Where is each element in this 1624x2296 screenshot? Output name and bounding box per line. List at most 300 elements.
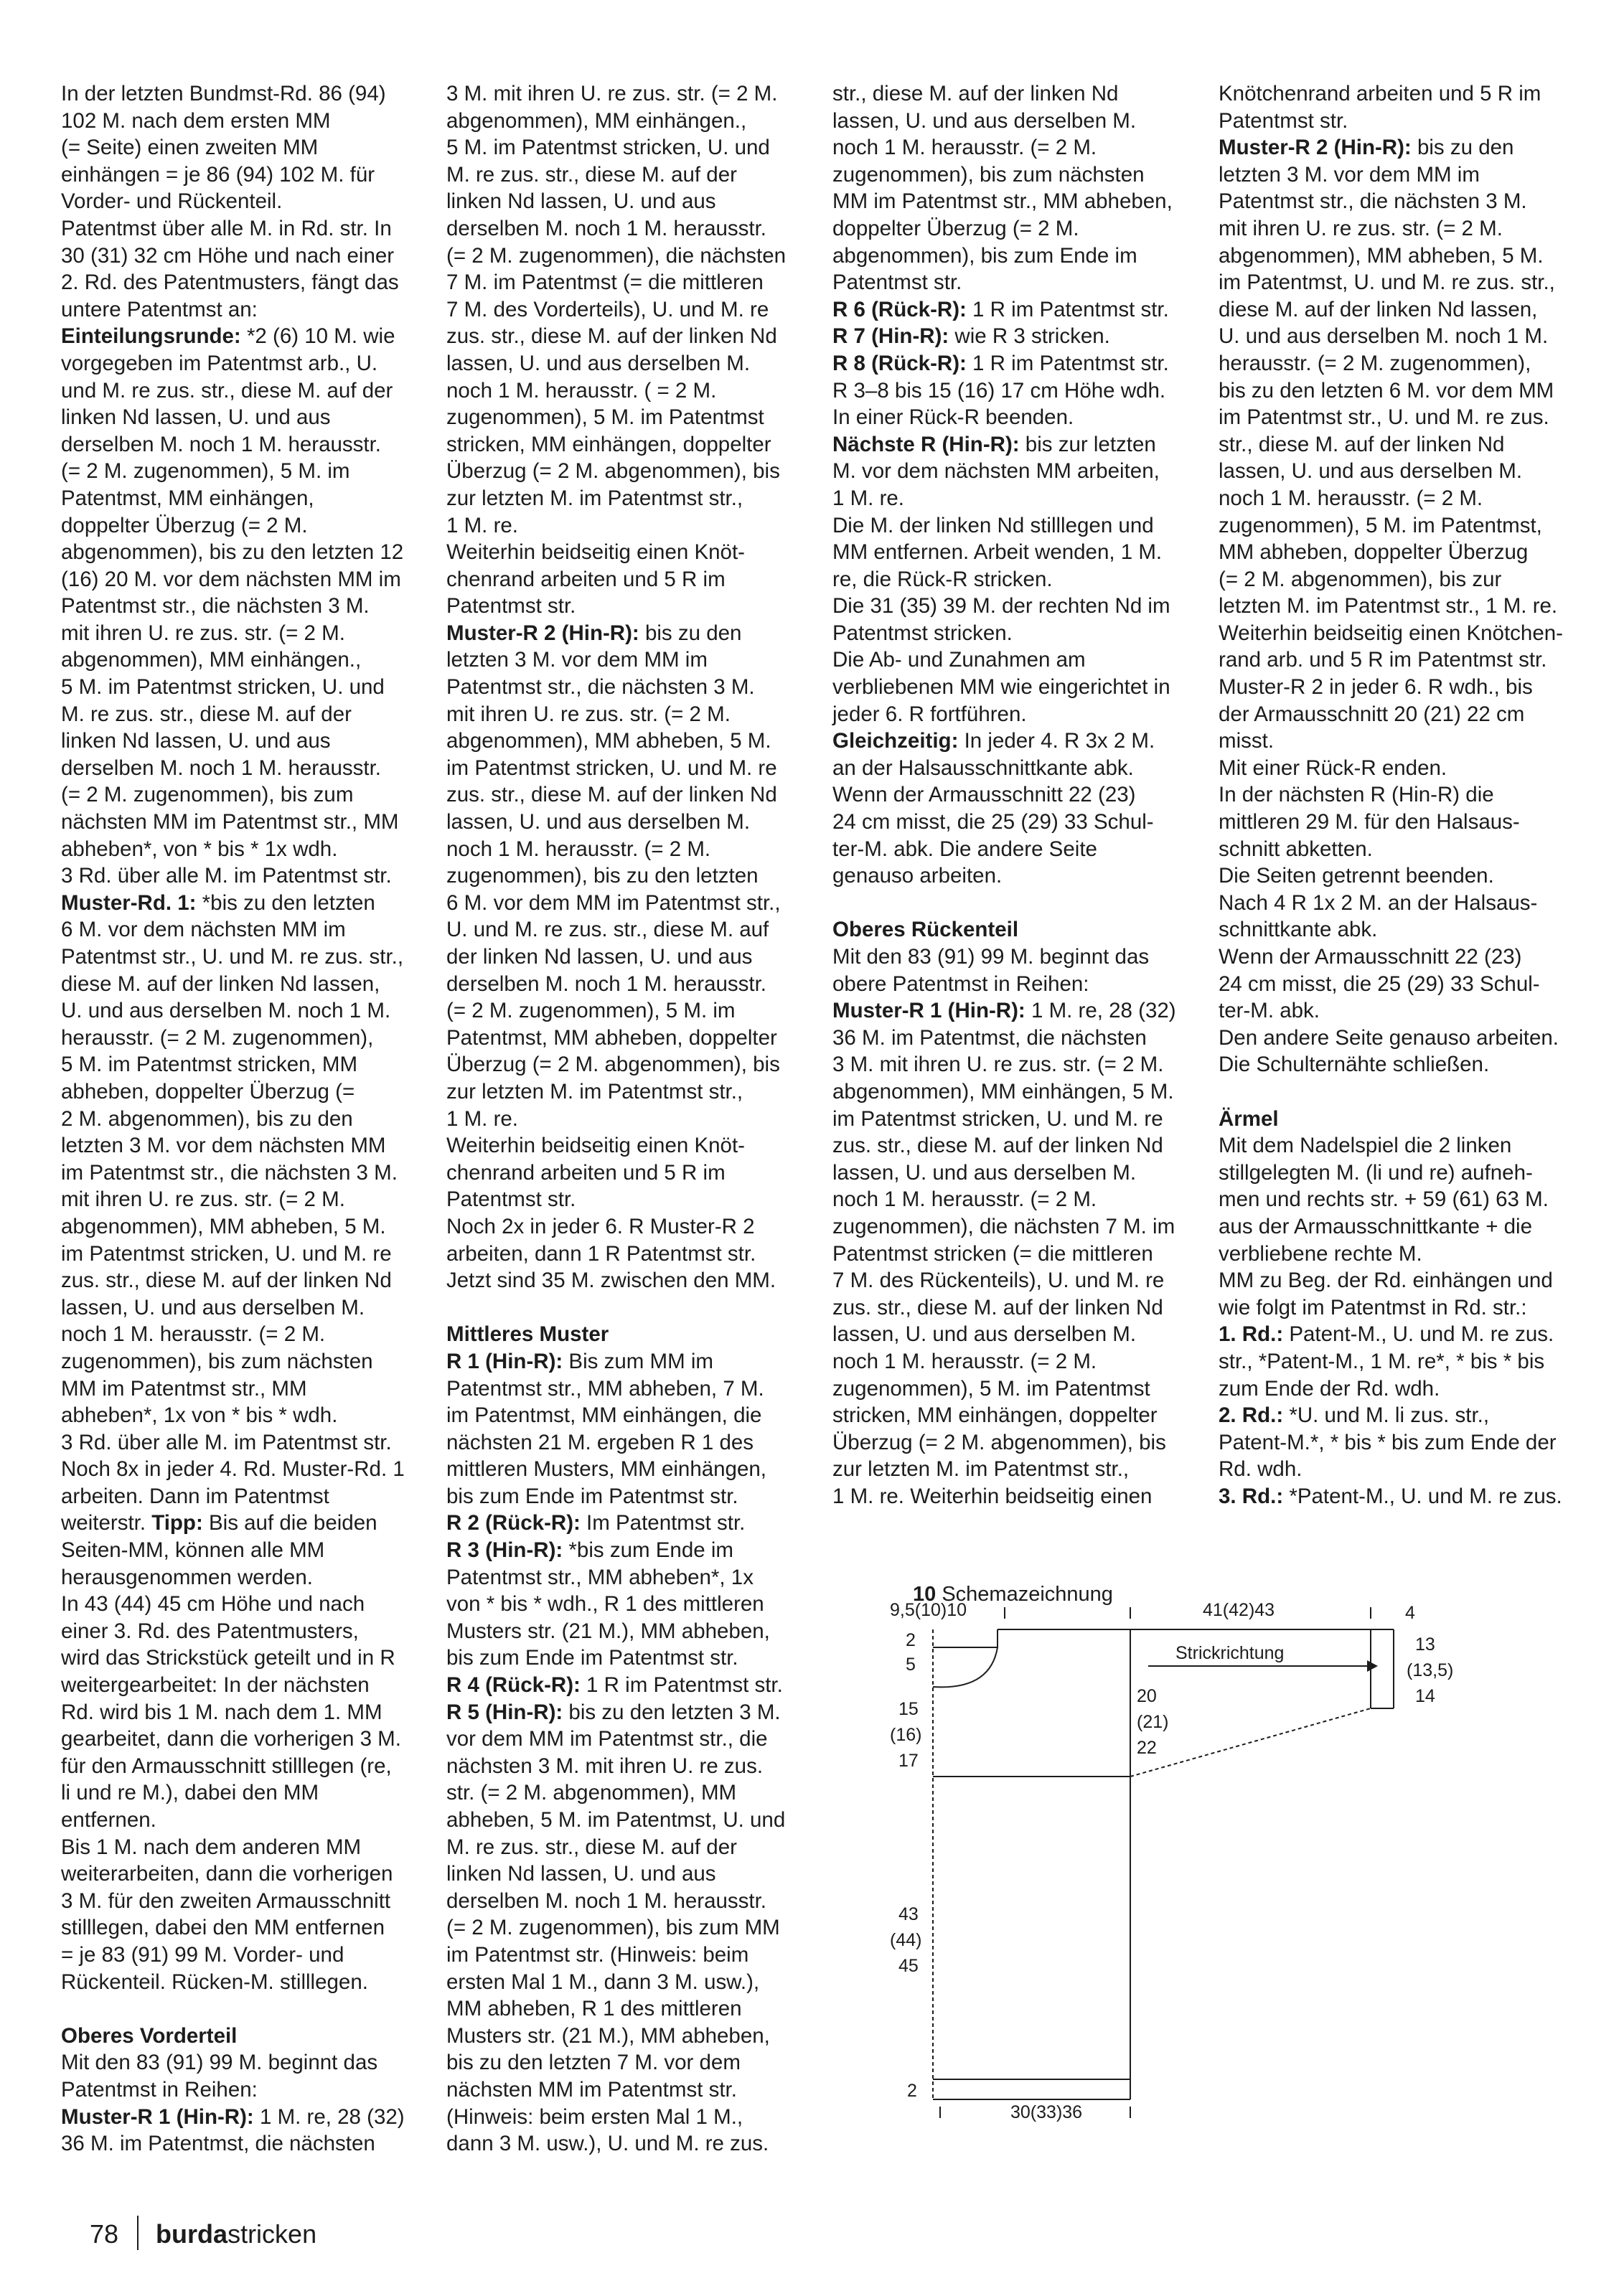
text-run: 2 M. abgenommen), bis zu den: [61, 1106, 353, 1131]
text-run: Patentmst str., die nächsten 3 M.: [61, 594, 370, 618]
bold-label: 2. Rd.:: [1219, 1403, 1284, 1428]
text-run: untere Patentmst an:: [61, 297, 258, 321]
text-run: zugenommen), 5 M. im Patentmst,: [1219, 513, 1542, 537]
text-line: [832, 674, 1191, 701]
text-run: stilllegen, dabei den MM entfernen: [61, 1916, 385, 1940]
text-run: zugenommen), bis zu den letzten: [446, 864, 759, 888]
text-run: *Patent-M., U. und M. re zus.: [1283, 1484, 1562, 1508]
text-line: [1219, 1348, 1577, 1375]
text-run: noch 1 M. herausstr. (= 2 M.: [61, 1322, 326, 1347]
text-run: In jeder 4. R 3x 2 M.: [958, 729, 1155, 753]
text-line: [832, 1348, 1191, 1375]
text-run: = je 83 (91) 99 M. Vorder- und: [61, 1942, 344, 1967]
text-line: [1219, 1321, 1577, 1348]
text-run: In der nächsten R (Hin-R) die: [1219, 783, 1494, 807]
text-line: [446, 2049, 805, 2076]
text-run: derselben M. noch 1 M. herausstr.: [446, 971, 767, 996]
text-run: Den andere Seite genauso arbeiten.: [1219, 1025, 1559, 1050]
text-run: herausgenommen werden.: [61, 1565, 313, 1589]
text-column-3: [832, 80, 1191, 1510]
text-run: (16) 20 M. vor dem nächsten MM im: [61, 567, 401, 591]
text-run: Die Ab- und Zunahmen am: [832, 648, 1086, 672]
text-line: [446, 1942, 805, 1969]
text-run: im Patentmst stricken, U. und M. re: [61, 1241, 392, 1266]
text-run: Mit einer Rück-R enden.: [1219, 756, 1447, 780]
text-run: In der letzten Bundmst-Rd. 86 (94): [61, 82, 386, 105]
text-run: Vorder- und Rückenteil.: [61, 189, 283, 214]
text-line: [832, 1429, 1191, 1457]
text-run: 1 R im Patentmst str.: [966, 297, 1169, 321]
text-line: [61, 1294, 420, 1322]
text-run: (= 2 M. zugenommen), 5 M. im: [61, 459, 350, 484]
text-line: [61, 1267, 420, 1294]
text-run: arbeiten. Dann im Patentmst: [61, 1484, 329, 1508]
text-line: [446, 862, 805, 890]
text-line: [61, 1537, 420, 1564]
bold-label: R 3 (Hin-R):: [446, 1538, 563, 1563]
text-line: [61, 1564, 420, 1591]
text-line: [61, 161, 420, 189]
text-run: Mit dem Nadelspiel die 2 linken: [1219, 1134, 1512, 1158]
text-run: (= Seite) einen zweiten MM: [61, 136, 319, 160]
text-run: schnitt abketten.: [1219, 837, 1373, 861]
text-line: [832, 108, 1191, 135]
text-line: [446, 1645, 805, 1672]
text-line: [446, 1672, 805, 1699]
bold-label: Muster-R 1 (Hin-R):: [832, 999, 1025, 1023]
text-line: [832, 161, 1191, 189]
text-run: *U. und M. li zus. str.,: [1283, 1403, 1490, 1428]
text-run: bis zum Ende im Patentmst str.: [446, 1646, 738, 1670]
text-line: [832, 1159, 1191, 1187]
text-run: bis zu den: [639, 621, 742, 645]
text-line: [61, 1106, 420, 1133]
label-direction: Strickrichtung: [1175, 1643, 1285, 1663]
footer-divider: [137, 2216, 139, 2250]
text-line: [1219, 458, 1577, 485]
text-run: gearbeitet, dann die vorherigen 3 M.: [61, 1727, 401, 1751]
text-line: [1219, 243, 1577, 270]
text-run: mit ihren U. re zus. str. (= 2 M.: [446, 702, 731, 726]
text-run: genauso arbeiten.: [832, 864, 1003, 888]
text-line: [446, 1753, 805, 1780]
text-run: lassen, U. und aus derselben M.: [446, 810, 751, 834]
text-line: [446, 215, 805, 243]
text-run: abgenommen), MM einhängen, 5 M.: [832, 1079, 1174, 1104]
text-line: [61, 458, 420, 485]
text-run: In einer Rück-R beenden.: [832, 405, 1074, 430]
text-line: [446, 108, 805, 135]
text-line: [61, 1159, 420, 1187]
text-run: MM im Patentmst str., MM abheben,: [832, 189, 1173, 214]
text-line: [832, 836, 1191, 863]
text-line: [61, 1645, 420, 1672]
text-run: 30 (31) 32 cm Höhe und nach einer: [61, 243, 395, 268]
text-run: weitergearbeitet: In der nächsten: [61, 1673, 370, 1698]
text-run: im Patentmst str. (Hinweis: beim: [446, 1942, 749, 1967]
text-run: Bis auf die beiden: [202, 1511, 377, 1535]
text-run: noch 1 M. herausstr. (= 2 M.: [446, 837, 711, 861]
text-line: [446, 646, 805, 674]
text-run: 7 M. des Vorderteils), U. und M. re: [446, 297, 769, 321]
label-cuff-2: (13,5): [1407, 1660, 1454, 1680]
text-line: [832, 944, 1191, 971]
label-sleeve-tip: 4: [1405, 1603, 1415, 1623]
text-line: [446, 1537, 805, 1564]
text-line: [1219, 108, 1577, 135]
text-line: [446, 1995, 805, 2023]
text-line: [1219, 728, 1577, 755]
text-run: 102 M. nach dem ersten MM: [61, 108, 331, 133]
text-line: [446, 485, 805, 512]
schematic-labels: [890, 1600, 1453, 2122]
text-line: [446, 997, 805, 1025]
text-run: zur letzten M. im Patentmst str.,: [832, 1457, 1130, 1482]
text-run: 1 R im Patentmst str.: [580, 1673, 783, 1698]
text-run: Wenn der Armausschnitt 22 (23): [832, 783, 1136, 807]
text-run: wie folgt im Patentmst in Rd. str.:: [1219, 1295, 1527, 1319]
text-line: [1219, 134, 1577, 161]
text-line: [61, 1969, 420, 1996]
bold-label: Muster-R 1 (Hin-R):: [61, 2104, 254, 2129]
text-line: [1219, 755, 1577, 782]
text-line: [446, 458, 805, 485]
label-neck-depth-2: 5: [906, 1655, 916, 1675]
text-run: bis zur letzten: [1019, 432, 1156, 456]
text-line: [1219, 674, 1577, 701]
text-run: stricken, MM einhängen, doppelter: [832, 1403, 1158, 1428]
text-line: [446, 188, 805, 215]
text-run: mit ihren U. re zus. str. (= 2 M.: [61, 621, 345, 645]
text-line: [446, 134, 805, 161]
text-run: str. (= 2 M. abgenommen), MM: [446, 1781, 737, 1805]
text-line: [446, 836, 805, 863]
text-line: [1219, 890, 1577, 917]
text-run: MM abheben, doppelter Überzug: [1219, 540, 1529, 565]
text-run: noch 1 M. herausstr. (= 2 M.: [832, 1187, 1097, 1212]
text-line: [61, 890, 420, 917]
text-line: [832, 1321, 1191, 1348]
text-line: [61, 1456, 420, 1483]
text-line: [832, 243, 1191, 270]
text-run: vorgegeben im Patentmst arb., U.: [61, 351, 378, 375]
text-line: [1219, 593, 1577, 620]
schematic-number: 10: [913, 1583, 937, 1606]
text-line: [1219, 809, 1577, 836]
text-run: Rückenteil. Rücken-M. stilllegen.: [61, 1970, 368, 1994]
label-armhole-2: (21): [1137, 1712, 1169, 1732]
text-line: [832, 701, 1191, 728]
text-line: [1219, 971, 1577, 998]
text-run: der Armausschnitt 20 (21) 22 cm: [1219, 702, 1525, 726]
text-line: [446, 674, 805, 701]
text-line: [446, 1969, 805, 1996]
text-line: [61, 1132, 420, 1159]
text-line: [446, 161, 805, 189]
text-line: [832, 809, 1191, 836]
text-run: MM im Patentmst str., MM: [61, 1376, 307, 1401]
text-line: [1219, 539, 1577, 566]
text-line: [832, 728, 1191, 755]
bold-label: R 1 (Hin-R):: [446, 1349, 563, 1373]
bold-label: R 6 (Rück-R):: [832, 297, 967, 321]
text-run: *2 (6) 10 M. wie: [240, 324, 395, 349]
text-run: abheben*, von * bis * 1x wdh.: [61, 837, 338, 861]
text-run: str., diese M. auf der linken Nd: [1219, 432, 1505, 456]
text-line: [446, 1402, 805, 1429]
text-line: [832, 1106, 1191, 1133]
text-line: [1219, 1241, 1577, 1268]
text-line: [1219, 1375, 1577, 1403]
text-run: Rd. wird bis 1 M. nach dem 1. MM: [61, 1700, 382, 1724]
text-run: zugenommen), bis zum nächsten: [61, 1349, 373, 1373]
text-line: [832, 1483, 1191, 1510]
text-run: 6 M. vor dem MM im Patentmst str.,: [446, 890, 781, 915]
text-run: lassen, U. und aus derselben M.: [446, 351, 751, 375]
text-line: [446, 296, 805, 324]
text-run: 3 Rd. über alle M. im Patentmst str.: [61, 1430, 392, 1454]
paragraph-gap: [446, 1294, 805, 1322]
text-line: [446, 701, 805, 728]
text-run: im Patentmst stricken, U. und M. re: [446, 756, 777, 780]
text-line: [832, 1402, 1191, 1429]
text-line: [832, 269, 1191, 296]
text-line: [446, 1591, 805, 1618]
text-run: rand arb. und 5 R im Patentmst str.: [1219, 648, 1547, 672]
text-line: [446, 728, 805, 755]
text-line: [1219, 1186, 1577, 1213]
text-run: 6 M. vor dem nächsten MM im: [61, 918, 346, 942]
text-line: [446, 323, 805, 350]
text-line: [832, 512, 1191, 540]
text-run: Patentmst str., die nächsten 3 M.: [1219, 189, 1527, 214]
label-neck-depth-1: 2: [906, 1630, 916, 1650]
text-line: [446, 269, 805, 296]
text-line: [61, 323, 420, 350]
text-run: obere Patentmst in Reihen:: [832, 971, 1089, 996]
label-lower-height-2: (44): [890, 1930, 922, 1950]
label-half-width: 30(33)36: [1010, 2102, 1083, 2122]
text-line: [61, 1483, 420, 1510]
text-run: (= 2 M. zugenommen), 5 M. im: [446, 999, 736, 1023]
text-line: [1219, 431, 1577, 458]
text-run: nächsten 3 M. mit ihren U. re zus.: [446, 1754, 764, 1778]
text-line: [446, 1375, 805, 1403]
text-line: [61, 134, 420, 161]
text-line: [1219, 916, 1577, 944]
text-line: [61, 539, 420, 566]
label-armhole-1: 20: [1137, 1686, 1157, 1706]
text-run: diese M. auf der linken Nd lassen,: [61, 971, 380, 996]
text-run: 7 M. im Patentmst (= die mittleren: [446, 270, 764, 295]
text-line: [1219, 404, 1577, 431]
text-column-4: [1219, 80, 1577, 1510]
text-line: [832, 1267, 1191, 1294]
text-run: einhängen = je 86 (94) 102 M. für: [61, 162, 375, 187]
text-run: abgenommen), MM abheben, 5 M.: [61, 1214, 386, 1238]
text-line: [446, 944, 805, 971]
text-line: [446, 404, 805, 431]
text-line: [446, 971, 805, 998]
text-run: U. und aus derselben M. noch 1 M.: [61, 999, 391, 1023]
text-run: Jetzt sind 35 M. zwischen den MM.: [446, 1269, 776, 1293]
section-heading: Oberes Rückenteil: [832, 918, 1019, 942]
text-line: [446, 1025, 805, 1052]
text-line: [61, 1888, 420, 1915]
bold-label: R 2 (Rück-R):: [446, 1511, 581, 1535]
label-cuff-1: 13: [1415, 1634, 1435, 1655]
text-run: abgenommen), bis zum Ende im: [832, 243, 1137, 268]
text-run: bis zu den: [1411, 136, 1514, 160]
text-line: [61, 674, 420, 701]
text-run: mit ihren U. re zus. str. (= 2 M.: [1219, 216, 1503, 240]
text-run: Patentmst str., MM abheben, 7 M.: [446, 1376, 764, 1401]
text-line: [61, 1186, 420, 1213]
text-line: [832, 755, 1191, 782]
text-run: im Patentmst str., U. und M. re zus.: [1219, 405, 1549, 430]
text-run: str., diese M. auf der linken Nd: [832, 82, 1119, 105]
text-line: [832, 1132, 1191, 1159]
schematic-caption-text: Schemazeichnung: [942, 1583, 1113, 1606]
text-run: an der Halsausschnittkante abk.: [832, 756, 1134, 780]
label-upper-height-3: 17: [898, 1751, 919, 1771]
text-line: [1219, 566, 1577, 593]
label-rib-height: 2: [907, 2081, 917, 2101]
text-run: Noch 2x in jeder 6. R Muster-R 2: [446, 1214, 755, 1238]
text-run: zur letzten M. im Patentmst str.,: [446, 1079, 743, 1104]
text-line: [61, 512, 420, 540]
text-run: noch 1 M. herausstr. (= 2 M.: [832, 136, 1097, 160]
text-run: Patentmst stricken (= die mittleren: [832, 1241, 1153, 1266]
text-run: U. und aus derselben M. noch 1 M.: [1219, 324, 1549, 349]
text-line: [61, 1591, 420, 1618]
text-run: abheben, 5 M. im Patentmst, U. und: [446, 1808, 786, 1832]
schematic-drawing: [890, 1600, 1464, 2128]
text-run: einer 3. Rd. des Patentmusters,: [61, 1619, 359, 1643]
text-run: noch 1 M. herausstr. ( = 2 M.: [446, 378, 717, 403]
text-run: Überzug (= 2 M. abgenommen), bis: [832, 1430, 1166, 1454]
text-run: 1 M. re, 28 (32): [253, 2104, 405, 2129]
text-run: aus der Armausschnittkante + die: [1219, 1214, 1533, 1238]
text-line: [446, 1348, 805, 1375]
text-line: [832, 431, 1191, 458]
text-run: ter-M. abk. Die andere Seite: [832, 837, 1097, 861]
text-run: zus. str., diese M. auf der linken Nd: [832, 1295, 1163, 1319]
text-run: 36 M. im Patentmst, die nächsten: [61, 2132, 375, 2156]
bold-label: Tipp:: [151, 1511, 203, 1535]
text-column-1: [61, 80, 420, 2158]
text-line: [61, 1672, 420, 1699]
text-line: [1219, 1132, 1577, 1159]
text-run: Patentmst str.: [1219, 108, 1348, 133]
text-line: [446, 781, 805, 809]
text-run: 5 M. im Patentmst stricken, U. und: [446, 136, 770, 160]
text-line: [446, 1914, 805, 1942]
text-run: Mit den 83 (91) 99 M. beginnt das: [832, 945, 1150, 969]
text-run: arbeiten, dann 1 R Patentmst str.: [446, 1241, 756, 1266]
text-run: zum Ende der Rd. wdh.: [1219, 1376, 1440, 1401]
text-line: [446, 1807, 805, 1834]
text-line: [61, 646, 420, 674]
text-line: [446, 1213, 805, 1241]
text-run: bis zu den letzten 3 M.: [563, 1700, 781, 1724]
text-run: Patent-M., U. und M. re zus.: [1283, 1322, 1554, 1347]
text-run: Muster-R 2 in jeder 6. R wdh., bis: [1219, 675, 1533, 700]
brand-rest: stricken: [227, 2219, 317, 2249]
text-run: Patentmst str., die nächsten 3 M.: [446, 675, 755, 700]
text-line: [61, 1618, 420, 1645]
text-line: [1219, 646, 1577, 674]
text-line: [61, 1726, 420, 1753]
text-run: MM entfernen. Arbeit wenden, 1 M.: [832, 540, 1163, 565]
text-run: im Patentmst, U. und M. re zus. str.,: [1219, 270, 1555, 295]
text-line: [832, 1078, 1191, 1106]
text-run: In 43 (44) 45 cm Höhe und nach: [61, 1592, 365, 1617]
label-upper-height-2: (16): [890, 1725, 922, 1745]
text-line: [1219, 188, 1577, 215]
text-run: abheben, doppelter Überzug (=: [61, 1079, 355, 1104]
text-run: mit ihren U. re zus. str. (= 2 M.: [61, 1187, 345, 1212]
text-line: [446, 755, 805, 782]
text-line: [446, 566, 805, 593]
text-line: [1219, 323, 1577, 350]
text-line: [446, 377, 805, 405]
text-run: Patentmst str., MM abheben*, 1x: [446, 1565, 754, 1589]
text-line: [446, 1267, 805, 1294]
text-line: [61, 944, 420, 971]
text-run: Bis 1 M. nach dem anderen MM: [61, 1835, 362, 1859]
text-line: [832, 80, 1191, 108]
text-line: [832, 485, 1191, 512]
text-run: stillgelegten M. (li und re) aufneh-: [1219, 1160, 1533, 1185]
text-line: [832, 1456, 1191, 1483]
schematic-lines: [933, 1607, 1394, 2118]
text-line: [446, 620, 805, 647]
text-run: zus. str., diese M. auf der linken Nd: [446, 324, 777, 349]
text-run: der linken Nd lassen, U. und aus: [446, 945, 753, 969]
text-run: verbliebene rechte M.: [1219, 1241, 1422, 1266]
text-line: [1219, 296, 1577, 324]
text-run: verbliebenen MM wie eingerichtet in: [832, 675, 1170, 700]
bold-label: R 5 (Hin-R):: [446, 1700, 563, 1724]
text-run: zugenommen), bis zum nächsten: [832, 162, 1145, 187]
label-neck-width: 9,5(10)10: [890, 1600, 967, 1620]
text-run: Patentmst in Reihen:: [61, 2077, 258, 2102]
text-run: ersten Mal 1 M., dann 3 M. usw.),: [446, 1970, 760, 1994]
text-run: noch 1 M. herausstr. (= 2 M.: [832, 1349, 1097, 1373]
text-run: abheben*, 1x von * bis * wdh.: [61, 1403, 338, 1428]
text-run: im Patentmst str., die nächsten 3 M.: [61, 1160, 398, 1185]
page-footer: [90, 2216, 316, 2250]
section-heading: Mittleres Muster: [446, 1322, 609, 1347]
text-line: [61, 1321, 420, 1348]
bold-label: R 7 (Hin-R):: [832, 324, 949, 349]
text-line: [61, 1051, 420, 1078]
text-run: R 3–8 bis 15 (16) 17 cm Höhe wdh.: [832, 378, 1166, 403]
bold-label: Einteilungsrunde:: [61, 324, 241, 349]
bold-label: R 4 (Rück-R):: [446, 1673, 581, 1698]
text-line: [832, 134, 1191, 161]
text-run: M. vor dem nächsten MM arbeiten,: [832, 459, 1160, 484]
text-run: 2. Rd. des Patentmusters, fängt das: [61, 270, 399, 295]
text-line: [1219, 350, 1577, 377]
text-run: Rd. wdh.: [1219, 1457, 1303, 1482]
text-line: [61, 485, 420, 512]
text-run: letzten 3 M. vor dem MM im: [1219, 162, 1480, 187]
text-run: Patentmst str., U. und M. re zus. str.,: [61, 945, 404, 969]
text-line: [446, 2104, 805, 2131]
text-line: [446, 916, 805, 944]
